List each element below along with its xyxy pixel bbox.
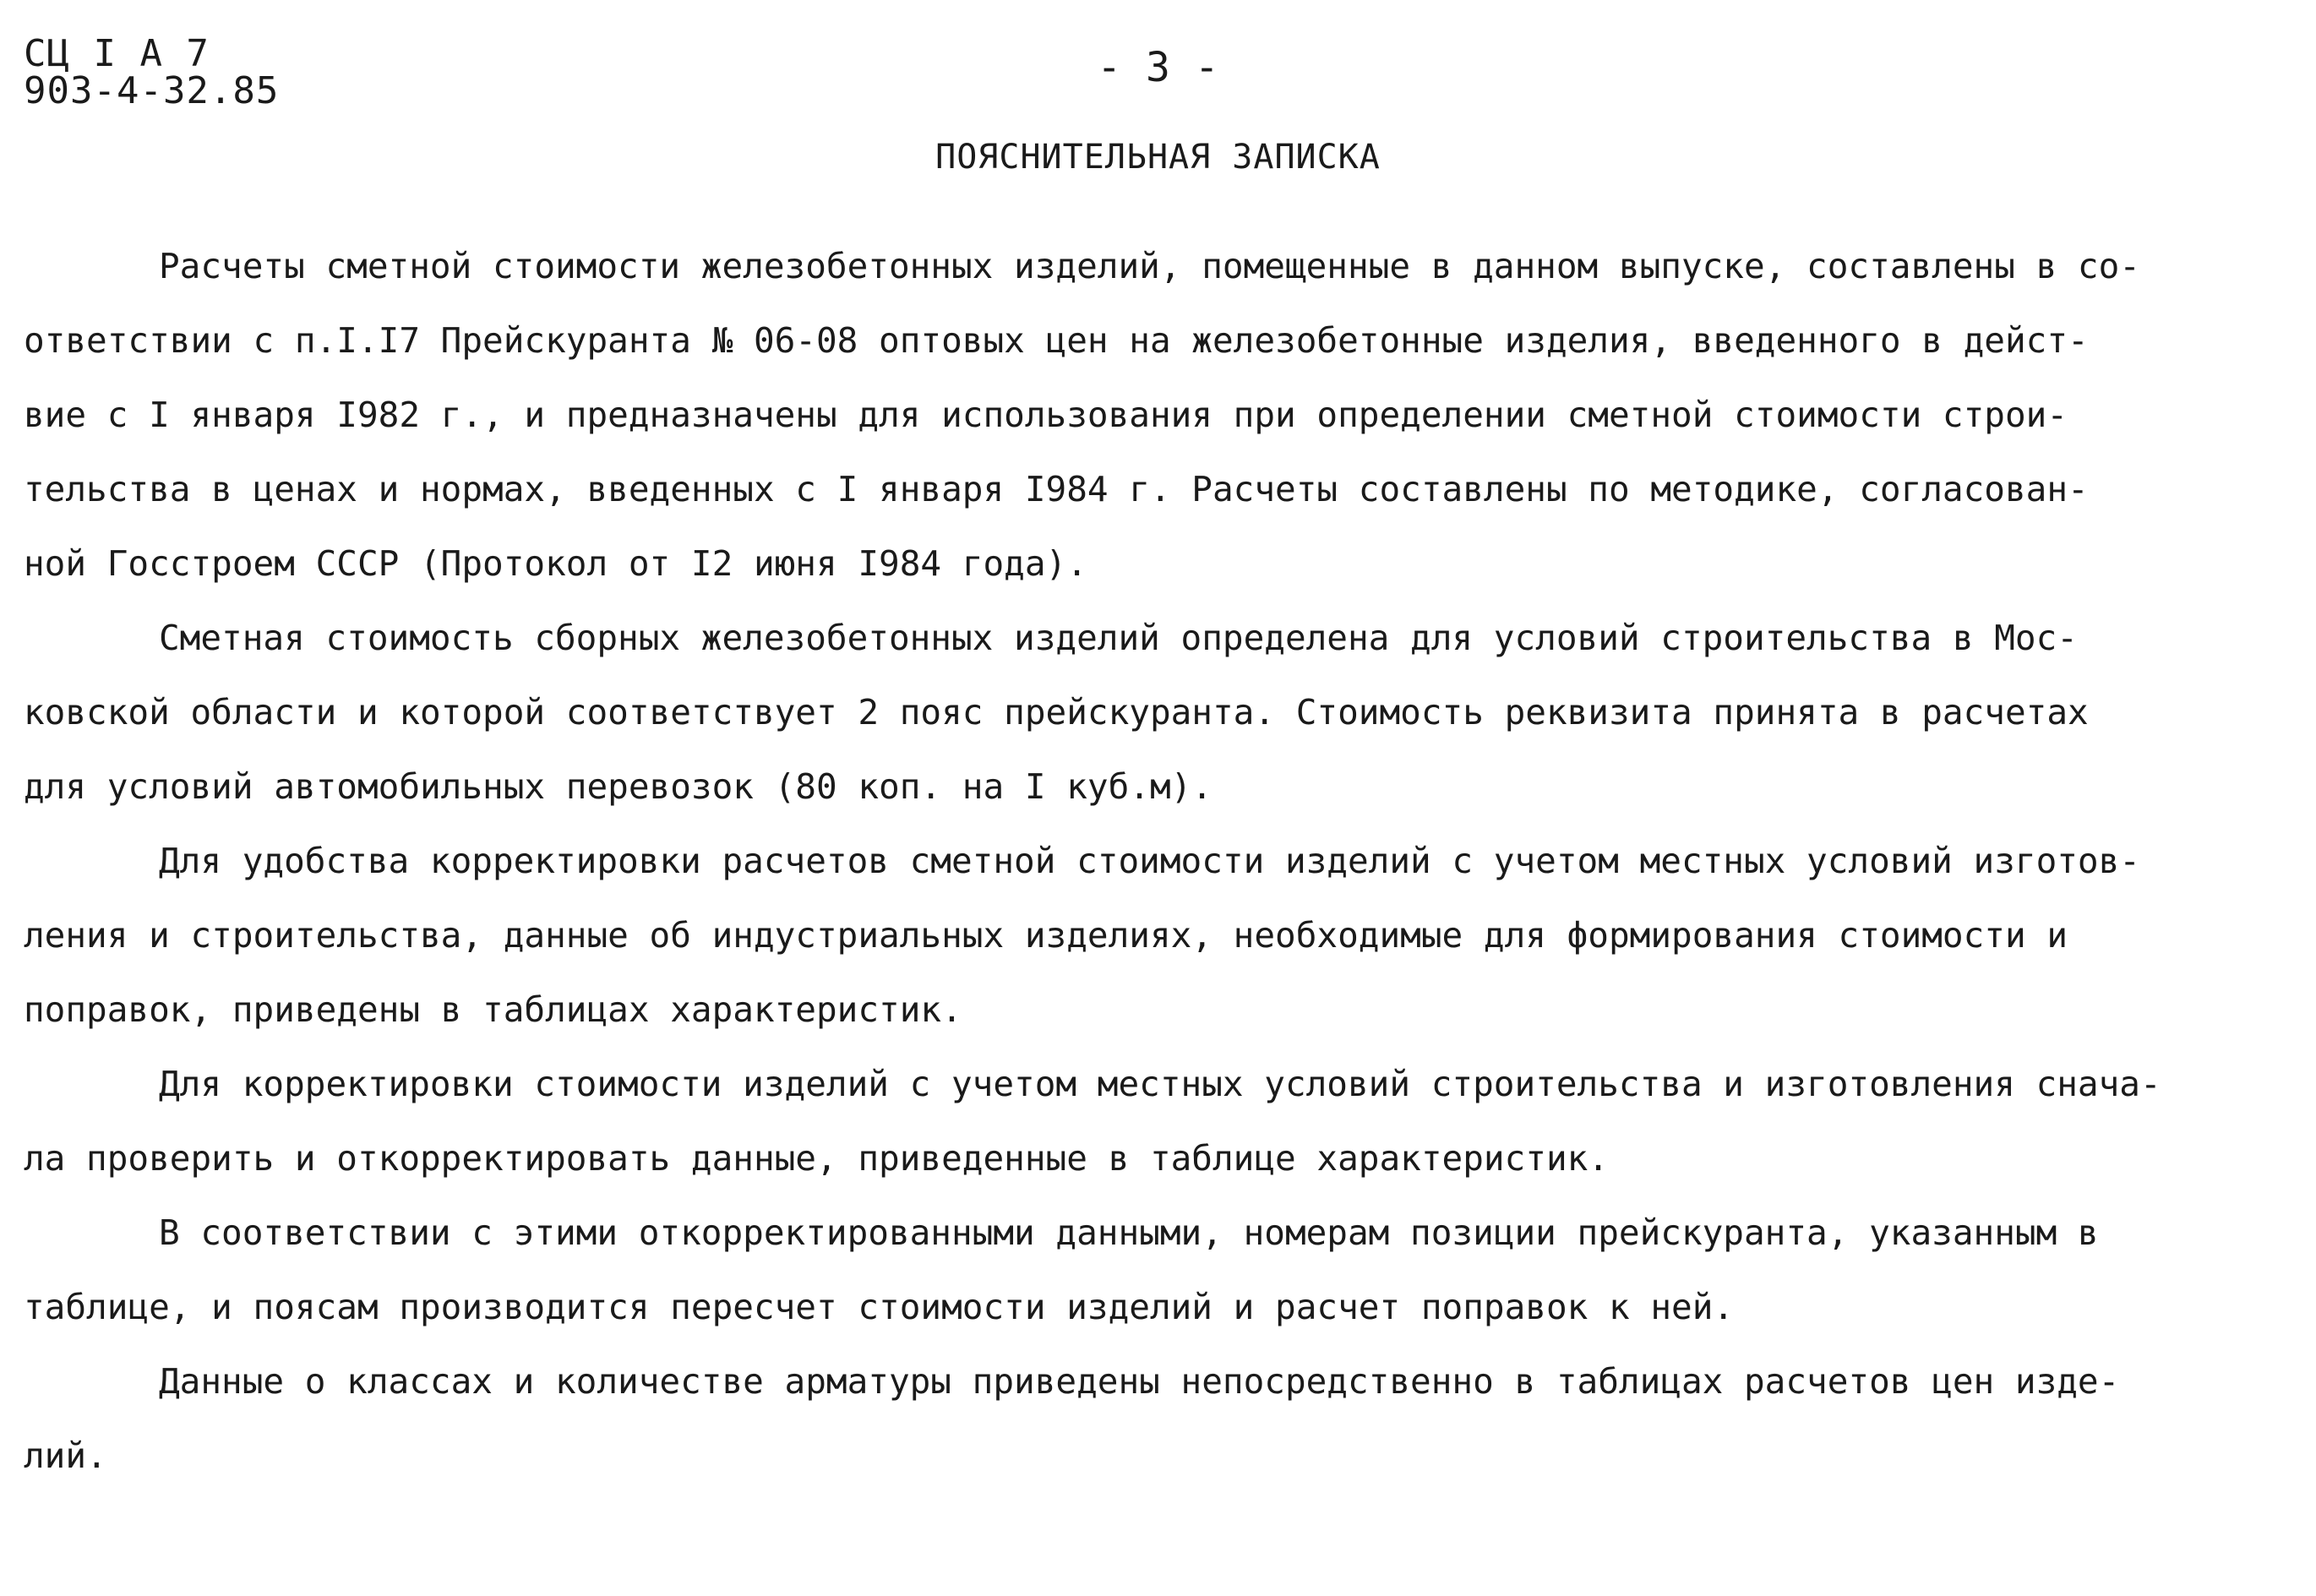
- paragraph-3-line-1: Для удобства корректировки расчетов сметной стоимости изделий с учетом местных условий изготов-: [159, 841, 2140, 881]
- paragraph-1-line-4: тельства в ценах и нормах, введенных с I января I984 г. Расчеты составлены по методике, согласован-: [24, 469, 2089, 509]
- paragraph-6-line-2: лий.: [24, 1435, 107, 1476]
- paragraph-2-line-2: ковской области и которой соответствует 2 пояс прейскуранта. Стоимость реквизита принята в расчетах: [24, 692, 2089, 733]
- page-number: - 3 -: [1097, 44, 1219, 91]
- paragraph-1-line-2: ответствии с п.I.I7 Прейскуранта № 06-08 оптовых цен на железобетонные изделия, введенного в дейст-: [24, 320, 2089, 361]
- paragraph-1-line-1: Расчеты сметной стоимости железобетонных изделий, помещенные в данном выпуске, составлены в со-: [159, 246, 2140, 286]
- paragraph-5-line-1: В соответствии с этими откорректированными данными, номерам позиции прейскуранта, указанным в: [159, 1212, 2099, 1253]
- paragraph-2-line-3: для условий автомобильных перевозок (80 коп. на I куб.м).: [24, 766, 1212, 807]
- document-code-series: СЦ I А 7: [24, 32, 210, 75]
- paragraph-5-line-2: таблице, и поясам производится пересчет стоимости изделий и расчет поправок к ней.: [24, 1287, 1735, 1327]
- paragraph-2-line-1: Сметная стоимость сборных железобетонных изделий определена для условий строительства в Мос-: [159, 618, 2078, 658]
- paragraph-3-line-2: ления и строительства, данные об индустриальных изделиях, необходимые для формирования стоимости и: [24, 915, 2068, 956]
- paragraph-6-line-1: Данные о классах и количестве арматуры приведены непосредственно в таблицах расчетов цен изде-: [159, 1361, 2120, 1402]
- document-code-number: 903-4-32.85: [24, 69, 280, 112]
- paragraph-3-line-3: поправок, приведены в таблицах характеристик.: [24, 989, 962, 1030]
- paragraph-4-line-2: ла проверить и откорректировать данные, приведенные в таблице характеристик.: [24, 1138, 1609, 1179]
- paragraph-4-line-1: Для корректировки стоимости изделий с учетом местных условий строительства и изготовления снача-: [159, 1064, 2161, 1104]
- paragraph-1-line-3: вие с I января I982 г., и предназначены для использования при определении сметной стоимости строи-: [24, 395, 2068, 435]
- page-title: ПОЯСНИТЕЛЬНАЯ ЗАПИСКА: [935, 138, 1381, 177]
- paragraph-1-line-5: ной Госстроем СССР (Протокол от I2 июня I984 года).: [24, 543, 1087, 584]
